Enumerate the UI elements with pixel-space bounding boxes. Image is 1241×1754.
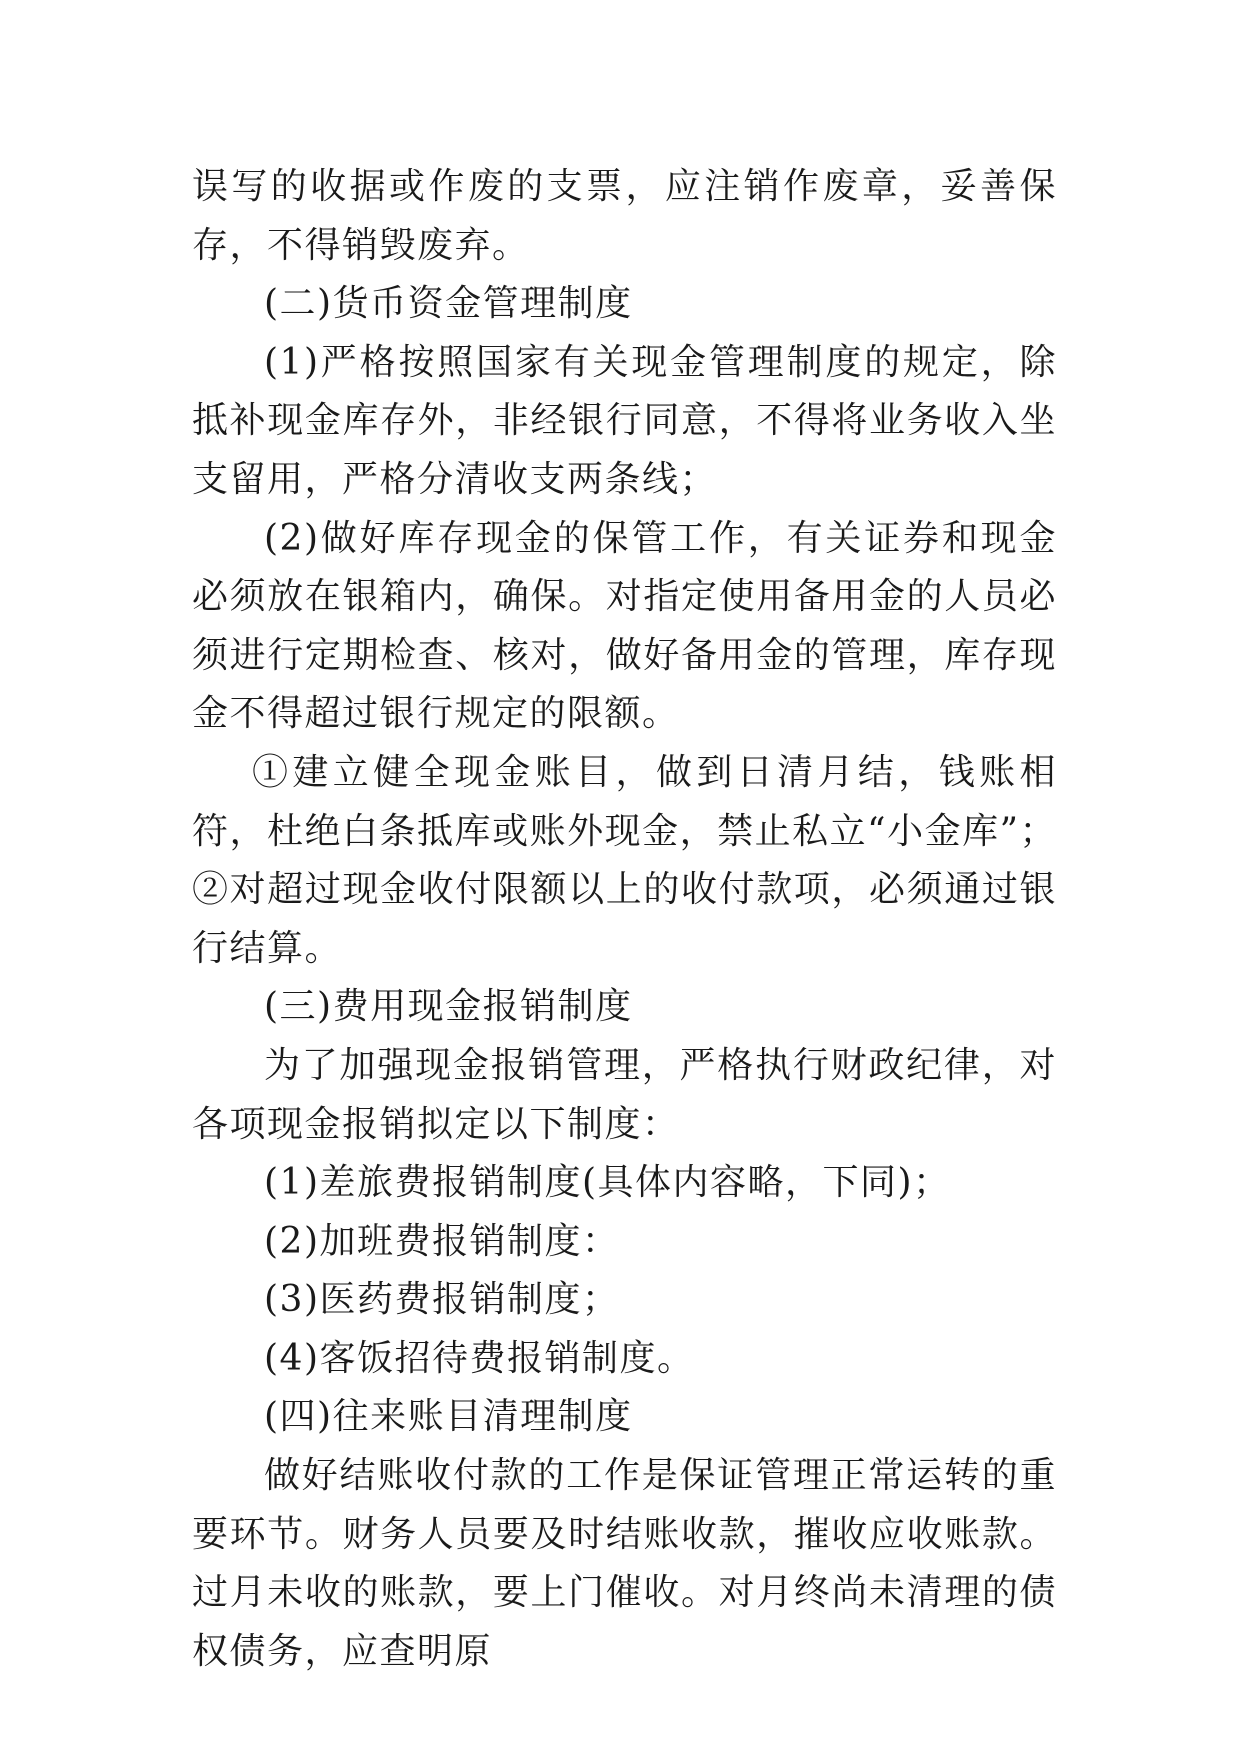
paragraph-accounts-clearing: 做好结账收付款的工作是保证管理正常运转的重要环节。财务人员要及时结账收款，摧收应收账款。过月未收的账款，要上门催收。对月终尚未清理的债权债务，应查明原 <box>192 1455 1057 1672</box>
paragraph-cash-rule-2: (2)做好库存现金的保管工作，有关证券和现金必须放在银箱内，确保。对指定使用备用金的人员必须进行定期检查、核对，做好备用金的管理，库存现金不得超过银行规定的限额。 <box>192 517 1057 735</box>
list-item-medical: (3)医药费报销制度； <box>264 1279 620 1321</box>
paragraph-continuation: 误写的收据或作废的支票，应注销作废章，妥善保存，不得销毁废弃。 <box>192 166 1057 266</box>
paragraph-cash-rule-1: (1)严格按照国家有关现金管理制度的规定，除抵补现金库存外，非经银行同意，不得将业务收入坐支留用，严格分清收支两条线； <box>192 341 1057 500</box>
paragraph-reimbursement-intro: 为了加强现金报销管理，严格执行财政纪律，对各项现金报销拟定以下制度： <box>192 1044 1057 1145</box>
list-item-overtime: (2)加班费报销制度： <box>264 1220 620 1262</box>
section-heading-monetary-funds: (二)货币资金管理制度 <box>264 283 633 325</box>
section-heading-accounts-clearing: (四)往来账目清理制度 <box>264 1396 633 1438</box>
paragraph-cash-subrules: ①建立健全现金账目，做到日清月结，钱账相符，杜绝白条抵库或账外现金，禁止私立“小金库”； ②对超过现金收付限额以上的收付款项，必须通过银行结算。 <box>192 751 1057 969</box>
list-item-hospitality: (4)客饭招待费报销制度。 <box>264 1337 695 1379</box>
document-body <box>192 158 1057 1681</box>
section-heading-expense-reimbursement: (三)费用现金报销制度 <box>264 986 633 1028</box>
list-item-travel: (1)差旅费报销制度(具体内容略，下同)； <box>264 1162 951 1204</box>
